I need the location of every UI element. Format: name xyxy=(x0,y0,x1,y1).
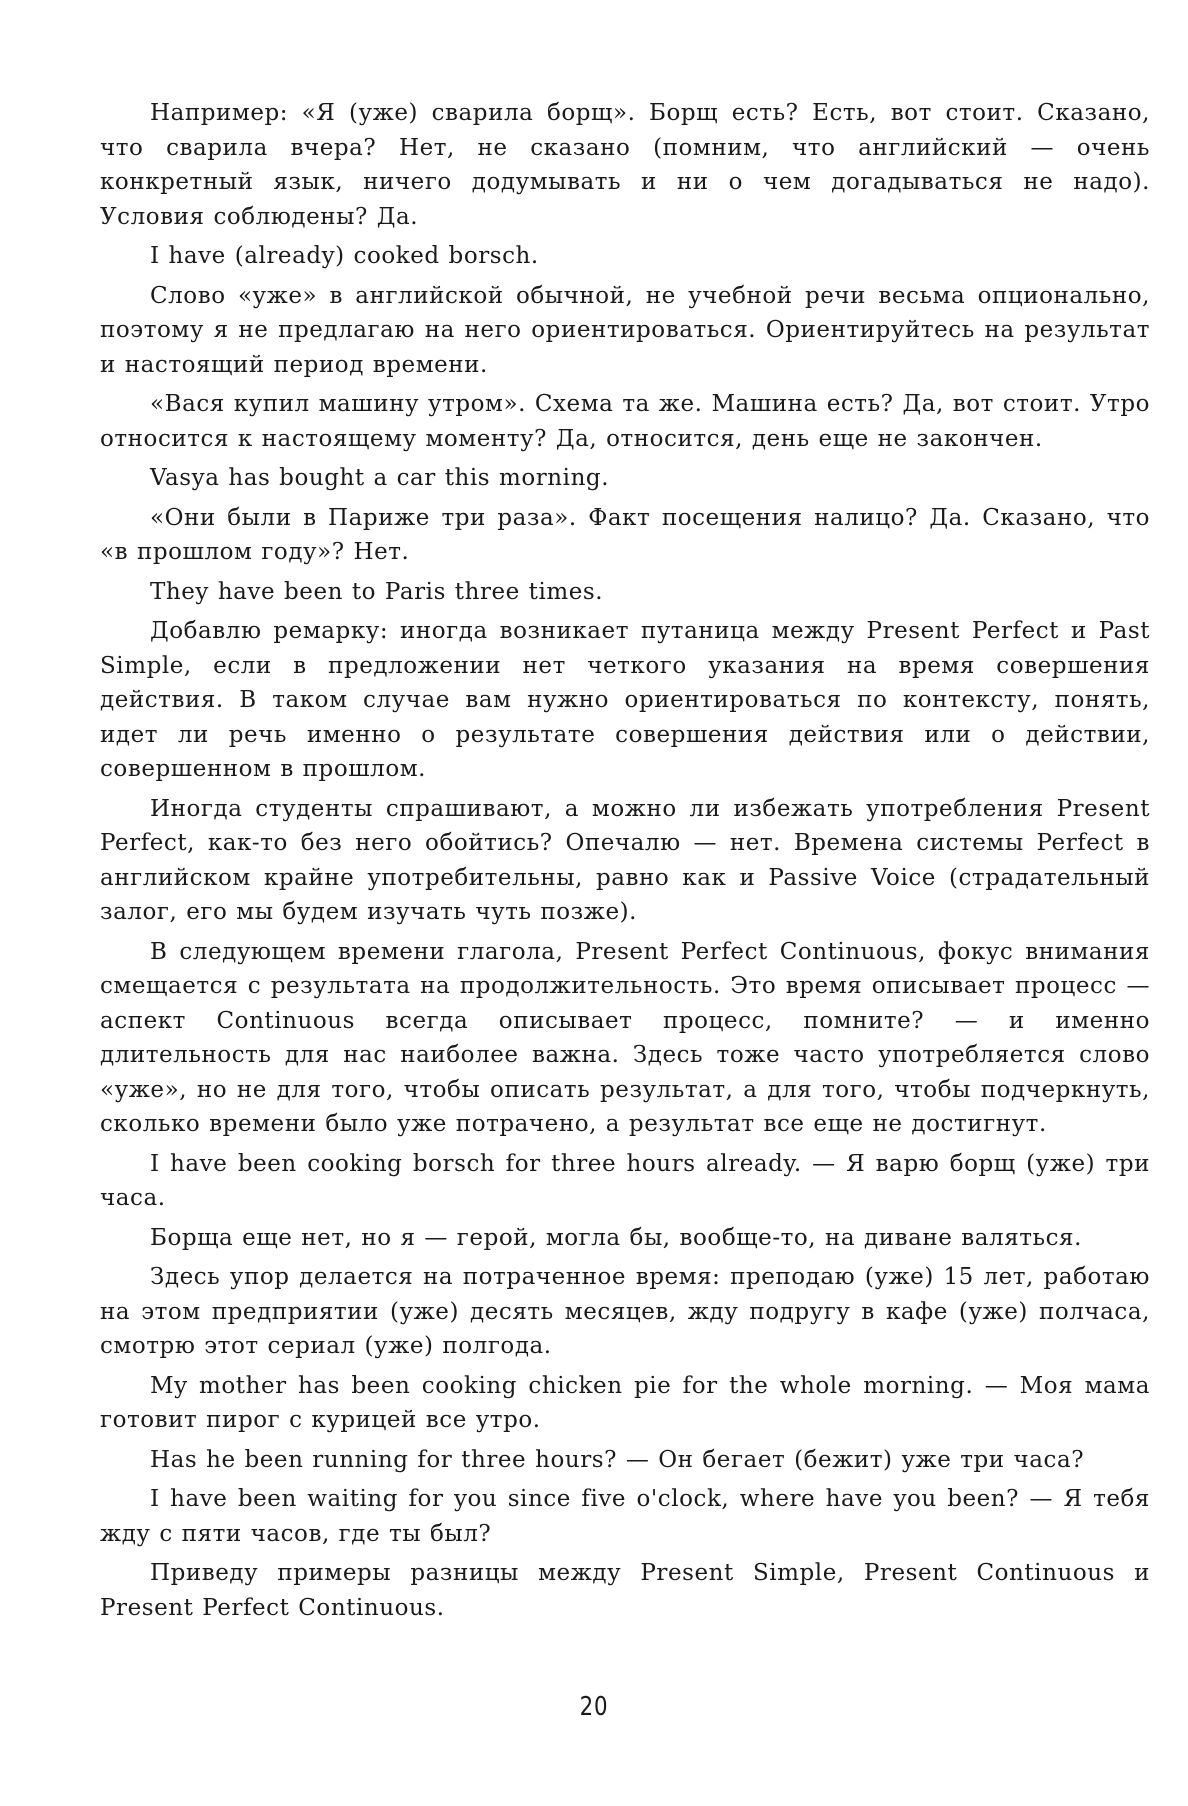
example-sentence: They have been to Paris three times. xyxy=(150,578,604,605)
paragraph: Борща еще нет, но я — герой, могла бы, вообще-то, на диване валяться. xyxy=(150,1224,1082,1251)
paragraph: Например: «Я (уже) сварила борщ». Борщ есть? Есть, вот стоит. Сказано, что сварила вчера? Нет, не сказано (помним, что английский — очень конкретный язык, ничего додумывать и ни о чем догадываться не надо). Условия соблюдены? Да. xyxy=(100,100,1150,230)
paragraph: Слово «уже» в английской обычной, не учебной речи весьма опционально, поэтому я не предлагаю на него ориентироваться. Ориентируйтесь на результат и настоящий период времени. xyxy=(100,282,1150,378)
paragraph: Иногда студенты спрашивают, а можно ли избежать употребления Present Perfect, как-то без него обойтись? Опечалю — нет. Времена системы Perfect в английском крайне употребительны, равно как и Passive Voice (страдательный залог, его мы будем изучать чуть позже). xyxy=(100,795,1150,925)
page-body xyxy=(100,96,1150,1630)
paragraph: Добавлю ремарку: иногда возникает путаница между Present Perfect и Past Simple, если в предложении нет четкого указания на время совершения действия. В таком случае вам нужно ориентироваться по контексту, понять, идет ли речь именно о результате совершения действия или о действии, совершенном в прошлом. xyxy=(100,618,1150,782)
paragraph: Здесь упор делается на потраченное время: преподаю (уже) 15 лет, работаю на этом предприятии (уже) десять месяцев, жду подругу в кафе (уже) полчаса, смотрю этот сериал (уже) полгода. xyxy=(100,1264,1150,1359)
example-sentence: I have been cooking borsch for three hours already. — Я варю борщ (уже) три часа. xyxy=(100,1150,1150,1211)
example-sentence: I have been waiting for you since five o'clock, where have you been? — Я тебя жду с пяти часов, где ты был? xyxy=(100,1486,1150,1547)
example-sentence: I have (already) cooked borsch. xyxy=(150,243,539,269)
example-sentence: Vasya has bought a car this morning. xyxy=(150,465,610,491)
example-sentence: Has he been running for three hours? — Он бегает (бежит) уже три часа? xyxy=(150,1446,1085,1473)
paragraph: Приведу примеры разницы между Present Simple, Present Continuous и Present Perfect Continuous. xyxy=(100,1560,1150,1621)
paragraph: «Они были в Париже три раза». Факт посещения налицо? Да. Сказано, что «в прошлом году»? Нет. xyxy=(100,504,1150,565)
page-number: 20 xyxy=(579,1692,609,1722)
example-sentence: My mother has been cooking chicken pie for the whole morning. — Моя мама готовит пирог с курицей все утро. xyxy=(100,1372,1150,1433)
paragraph: В следующем времени глагола, Present Perfect Continuous, фокус внимания смещается с результата на продолжительность. Это время описывает процесс — аспект Continuous всегда описывает процесс, помните? — и именно длительность для нас наиболее важна. Здесь тоже часто употребляется слово «уже», но не для того, чтобы описать результат, а для того, чтобы подчеркнуть, сколько времени было уже потрачено, а результат все еще не достигнут. xyxy=(100,938,1150,1137)
paragraph: «Вася купил машину утром». Схема та же. Машина есть? Да, вот стоит. Утро относится к настоящему моменту? Да, относится, день еще не закончен. xyxy=(100,391,1150,452)
